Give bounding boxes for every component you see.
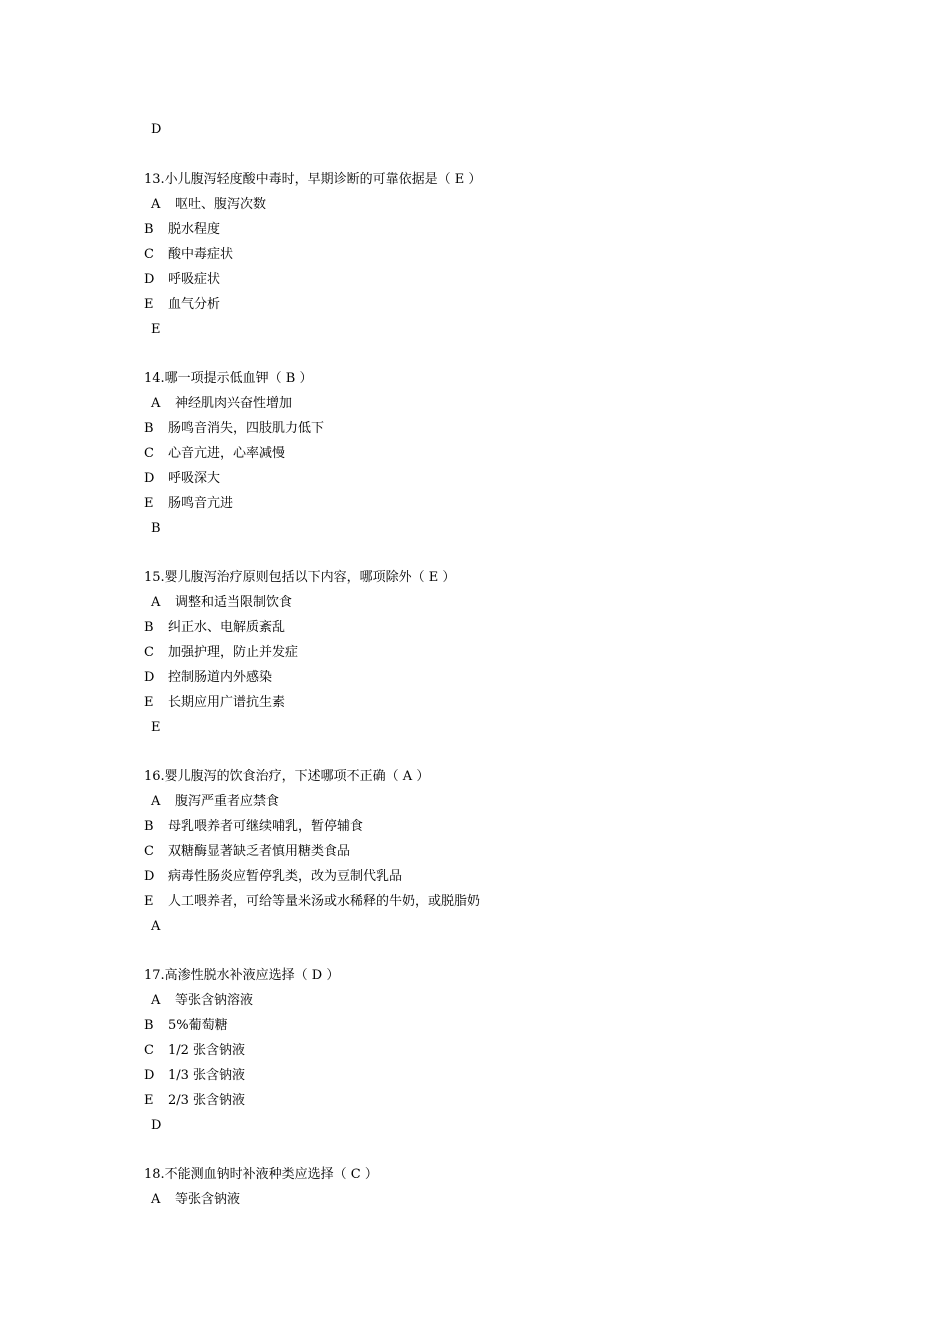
option-letter: A bbox=[151, 1192, 161, 1207]
answer-15: E bbox=[151, 720, 161, 735]
option-d bbox=[144, 271, 220, 289]
option-text: 肠鸣音消失，四肢肌力低下 bbox=[168, 421, 325, 436]
option-text: 1/2 张含钠液 bbox=[168, 1043, 246, 1058]
option-letter: E bbox=[144, 1093, 154, 1108]
option-b bbox=[144, 619, 285, 637]
option-d bbox=[144, 1067, 245, 1085]
question-stem-17: 17.高渗性脱水补液应选择（ D ） bbox=[144, 968, 340, 983]
question-stem-15: 15.婴儿腹泻治疗原则包括以下内容，哪项除外（ E ） bbox=[144, 570, 456, 585]
option-text: 控制肠道内外感染 bbox=[168, 670, 273, 685]
option-letter: E bbox=[144, 695, 154, 710]
option-d bbox=[144, 868, 402, 886]
option-a bbox=[151, 793, 279, 811]
option-a bbox=[151, 992, 253, 1010]
option-letter: B bbox=[144, 1018, 154, 1033]
option-letter: D bbox=[144, 471, 155, 486]
option-text: 呼吸深大 bbox=[168, 471, 221, 486]
question-stem-14: 14.哪一项提示低血钾（ B ） bbox=[144, 371, 313, 386]
option-letter: A bbox=[151, 993, 161, 1008]
option-c bbox=[144, 843, 350, 861]
option-letter: E bbox=[144, 894, 154, 909]
option-e bbox=[144, 495, 233, 513]
option-c bbox=[144, 1042, 245, 1060]
option-a bbox=[151, 196, 266, 214]
option-e bbox=[144, 1092, 245, 1110]
option-text: 2/3 张含钠液 bbox=[168, 1093, 246, 1108]
option-a bbox=[151, 594, 292, 612]
option-text: 5%葡萄糖 bbox=[168, 1018, 228, 1033]
option-b bbox=[144, 221, 220, 239]
option-letter: B bbox=[144, 620, 154, 635]
option-text: 纠正水、电解质紊乱 bbox=[168, 620, 286, 635]
option-letter: C bbox=[144, 645, 154, 660]
option-b bbox=[144, 818, 363, 836]
option-text: 血气分析 bbox=[168, 297, 221, 312]
option-e bbox=[144, 893, 480, 911]
option-letter: C bbox=[144, 844, 154, 859]
option-letter: C bbox=[144, 446, 154, 461]
option-letter: E bbox=[144, 496, 154, 511]
question-stem-16: 16.婴儿腹泻的饮食治疗，下述哪项不正确（ A ） bbox=[144, 769, 430, 784]
option-letter: D bbox=[144, 670, 155, 685]
option-letter: D bbox=[144, 272, 155, 287]
option-c bbox=[144, 445, 285, 463]
option-letter: A bbox=[151, 794, 161, 809]
option-letter: A bbox=[151, 197, 161, 212]
option-letter: A bbox=[151, 396, 161, 411]
option-text: 肠鸣音亢进 bbox=[168, 496, 234, 511]
option-d bbox=[144, 669, 272, 687]
prev-answer: D bbox=[151, 122, 162, 137]
option-text: 等张含钠溶液 bbox=[175, 993, 254, 1008]
option-text: 1/3 张含钠液 bbox=[168, 1068, 246, 1083]
option-a bbox=[151, 395, 292, 413]
option-letter: A bbox=[151, 595, 161, 610]
option-b bbox=[144, 420, 324, 438]
option-text: 脱水程度 bbox=[168, 222, 221, 237]
option-e bbox=[144, 694, 285, 712]
option-a bbox=[151, 1191, 240, 1209]
answer-16: A bbox=[151, 919, 161, 934]
option-letter: B bbox=[144, 819, 154, 834]
question-stem-13: 13.小儿腹泻轻度酸中毒时，早期诊断的可靠依据是（ E ） bbox=[144, 172, 482, 187]
option-e bbox=[144, 296, 220, 314]
option-letter: B bbox=[144, 421, 154, 436]
option-text: 病毒性肠炎应暂停乳类，改为豆制代乳品 bbox=[168, 869, 403, 884]
option-text: 长期应用广谱抗生素 bbox=[168, 695, 286, 710]
question-stem-18: 18.不能测血钠时补液种类应选择（ C ） bbox=[144, 1167, 378, 1182]
option-text: 调整和适当限制饮食 bbox=[175, 595, 293, 610]
option-text: 心音亢进，心率减慢 bbox=[168, 446, 286, 461]
option-letter: D bbox=[144, 869, 155, 884]
option-letter: E bbox=[144, 297, 154, 312]
option-text: 双糖酶显著缺乏者慎用糖类食品 bbox=[168, 844, 351, 859]
option-text: 等张含钠液 bbox=[175, 1192, 241, 1207]
option-d bbox=[144, 470, 220, 488]
option-text: 呕吐、腹泻次数 bbox=[175, 197, 267, 212]
option-text: 加强护理，防止并发症 bbox=[168, 645, 299, 660]
option-text: 腹泻严重者应禁食 bbox=[175, 794, 280, 809]
option-letter: B bbox=[144, 222, 154, 237]
option-c bbox=[144, 644, 298, 662]
option-b bbox=[144, 1017, 228, 1035]
option-letter: C bbox=[144, 247, 154, 262]
option-text: 呼吸症状 bbox=[168, 272, 221, 287]
option-letter: D bbox=[144, 1068, 155, 1083]
answer-13: E bbox=[151, 322, 161, 337]
option-text: 人工喂养者，可给等量米汤或水稀释的牛奶，或脱脂奶 bbox=[168, 894, 481, 909]
option-text: 母乳喂养者可继续哺乳，暂停辅食 bbox=[168, 819, 364, 834]
option-text: 神经肌肉兴奋性增加 bbox=[175, 396, 293, 411]
option-letter: C bbox=[144, 1043, 154, 1058]
answer-14: B bbox=[151, 521, 161, 536]
option-text: 酸中毒症状 bbox=[168, 247, 234, 262]
answer-17: D bbox=[151, 1118, 162, 1133]
option-c bbox=[144, 246, 233, 264]
